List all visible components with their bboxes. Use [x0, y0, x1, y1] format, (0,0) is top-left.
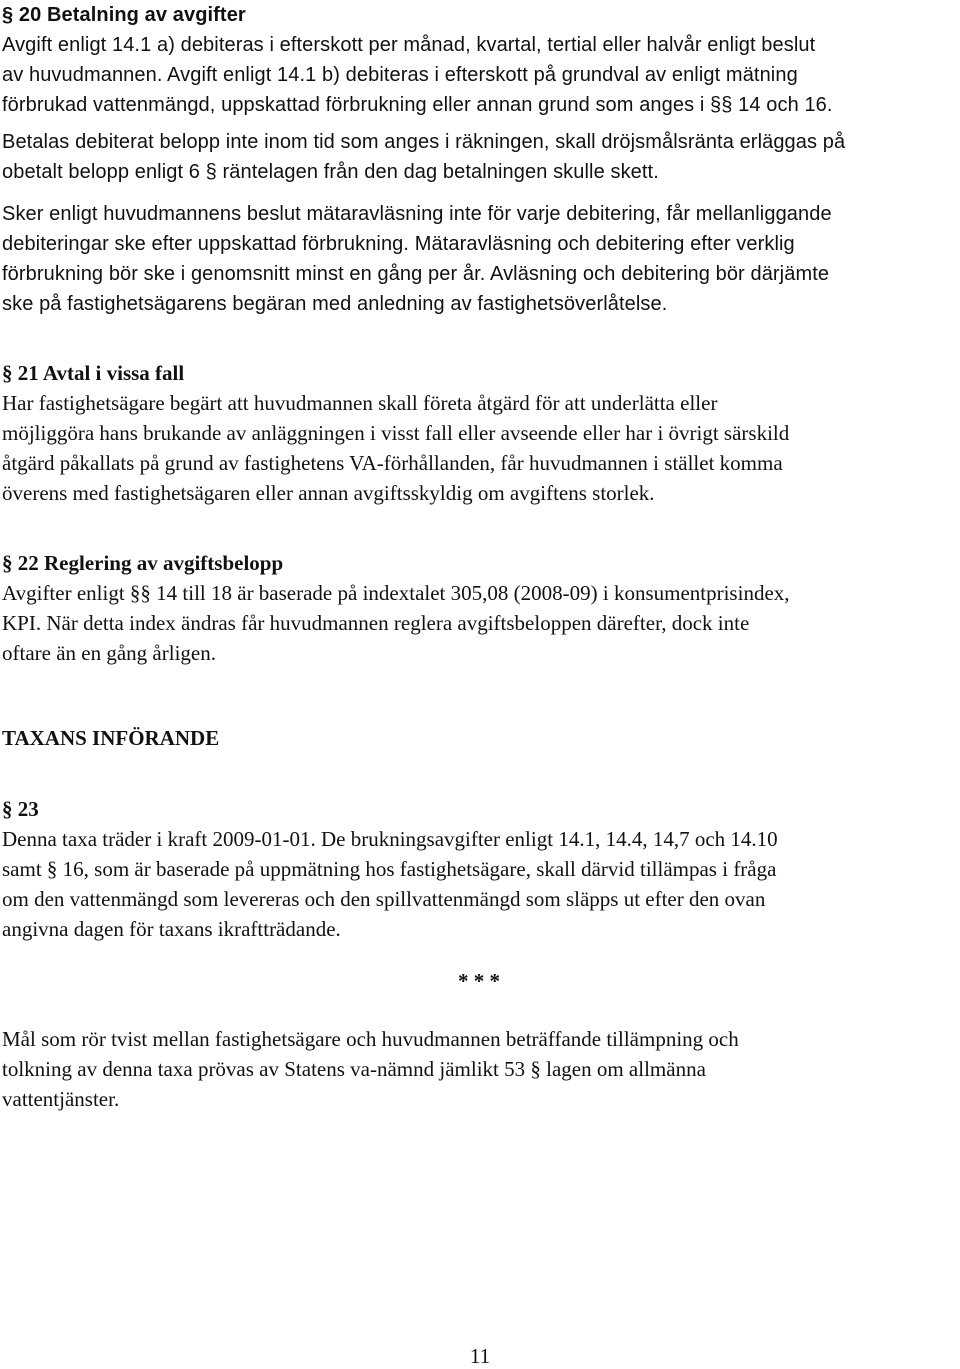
- section-separator: * * *: [458, 969, 500, 993]
- section-20-paragraph-2: [2, 127, 956, 187]
- section-23-paragraph-1: [2, 824, 956, 944]
- text-line: Avgifter enligt §§ 14 till 18 är baserade på indextalet 305,08 (2008-09) i konsumentprisindex,: [2, 581, 790, 605]
- section-23-heading: § 23: [2, 797, 39, 821]
- text-line: oftare än en gång årligen.: [2, 641, 216, 665]
- text-line: Denna taxa träder i kraft 2009-01-01. De brukningsavgifter enligt 14.1, 14.4, 14,7 och 14.10: [2, 827, 778, 851]
- text-line: Sker enligt huvudmannens beslut mätaravläsning inte för varje debitering, får mellanliggande: [2, 203, 832, 225]
- introduction-heading: TAXANS INFÖRANDE: [2, 726, 220, 750]
- text-line: vattentjänster.: [2, 1087, 120, 1111]
- text-line: Mål som rör tvist mellan fastighetsägare och huvudmannen beträffande tillämpning och: [2, 1027, 739, 1051]
- text-line: möjliggöra hans brukande av anläggningen i visst fall eller avseende eller har i övrigt särskild: [2, 421, 790, 445]
- section-23: [2, 794, 956, 944]
- text-line: överens med fastighetsägaren eller annan avgiftsskyldig om avgiftens storlek.: [2, 481, 655, 505]
- section-21: [2, 358, 956, 508]
- introduction-section: [2, 723, 956, 753]
- text-line: Har fastighetsägare begärt att huvudmannen skall företa åtgärd för att underlätta eller: [2, 391, 718, 415]
- section-22-paragraph-1: [2, 578, 956, 668]
- section-20: [2, 0, 956, 120]
- section-22: [2, 548, 956, 668]
- section-20-heading: § 20 Betalning av avgifter: [2, 4, 246, 26]
- text-line: om den vattenmängd som levereras och den spillvattenmängd som släpps ut efter den ovan: [2, 887, 766, 911]
- section-20-paragraph-3: [2, 199, 956, 319]
- text-line: förbrukning bör ske i genomsnitt minst en gång per år. Avläsning och debitering bör därjämte: [2, 263, 830, 285]
- text-line: tolkning av denna taxa prövas av Statens va-nämnd jämlikt 53 § lagen om allmänna: [2, 1057, 706, 1081]
- section-20-paragraph-1: [2, 30, 956, 120]
- text-line: Avgift enligt 14.1 a) debiteras i efterskott per månad, kvartal, tertial eller halvår enligt beslut: [2, 34, 816, 56]
- text-line: obetalt belopp enligt 6 § räntelagen från den dag betalningen skulle skett.: [2, 161, 659, 183]
- page-number: 11: [469, 1344, 491, 1368]
- text-line: av huvudmannen. Avgift enligt 14.1 b) debiteras i efterskott på grundval av enligt mätning: [2, 64, 798, 86]
- text-line: Betalas debiterat belopp inte inom tid som anges i räkningen, skall dröjsmålsränta erläggas på: [2, 131, 846, 153]
- text-line: åtgärd påkallats på grund av fastighetens VA-förhållanden, får huvudmannen i stället komma: [2, 451, 783, 475]
- section-22-heading: § 22 Reglering av avgiftsbelopp: [2, 551, 284, 575]
- closing-paragraph: [2, 1024, 956, 1114]
- text-line: samt § 16, som är baserade på uppmätning hos fastighetsägare, skall därvid tillämpas i fråga: [2, 857, 777, 881]
- text-line: förbrukad vattenmängd, uppskattad förbrukning eller annan grund som anges i §§ 14 och 16.: [2, 94, 833, 116]
- section-21-paragraph-1: [2, 388, 956, 508]
- text-line: angivna dagen för taxans ikraftträdande.: [2, 917, 341, 941]
- text-line: debiteringar ske efter uppskattad förbrukning. Mätaravläsning och debitering efter verklig: [2, 233, 795, 255]
- text-line: ske på fastighetsägarens begäran med anledning av fastighetsöverlåtelse.: [2, 293, 668, 315]
- section-21-heading: § 21 Avtal i vissa fall: [2, 361, 185, 385]
- text-line: KPI. När detta index ändras får huvudmannen reglera avgiftsbeloppen därefter, dock inte: [2, 611, 750, 635]
